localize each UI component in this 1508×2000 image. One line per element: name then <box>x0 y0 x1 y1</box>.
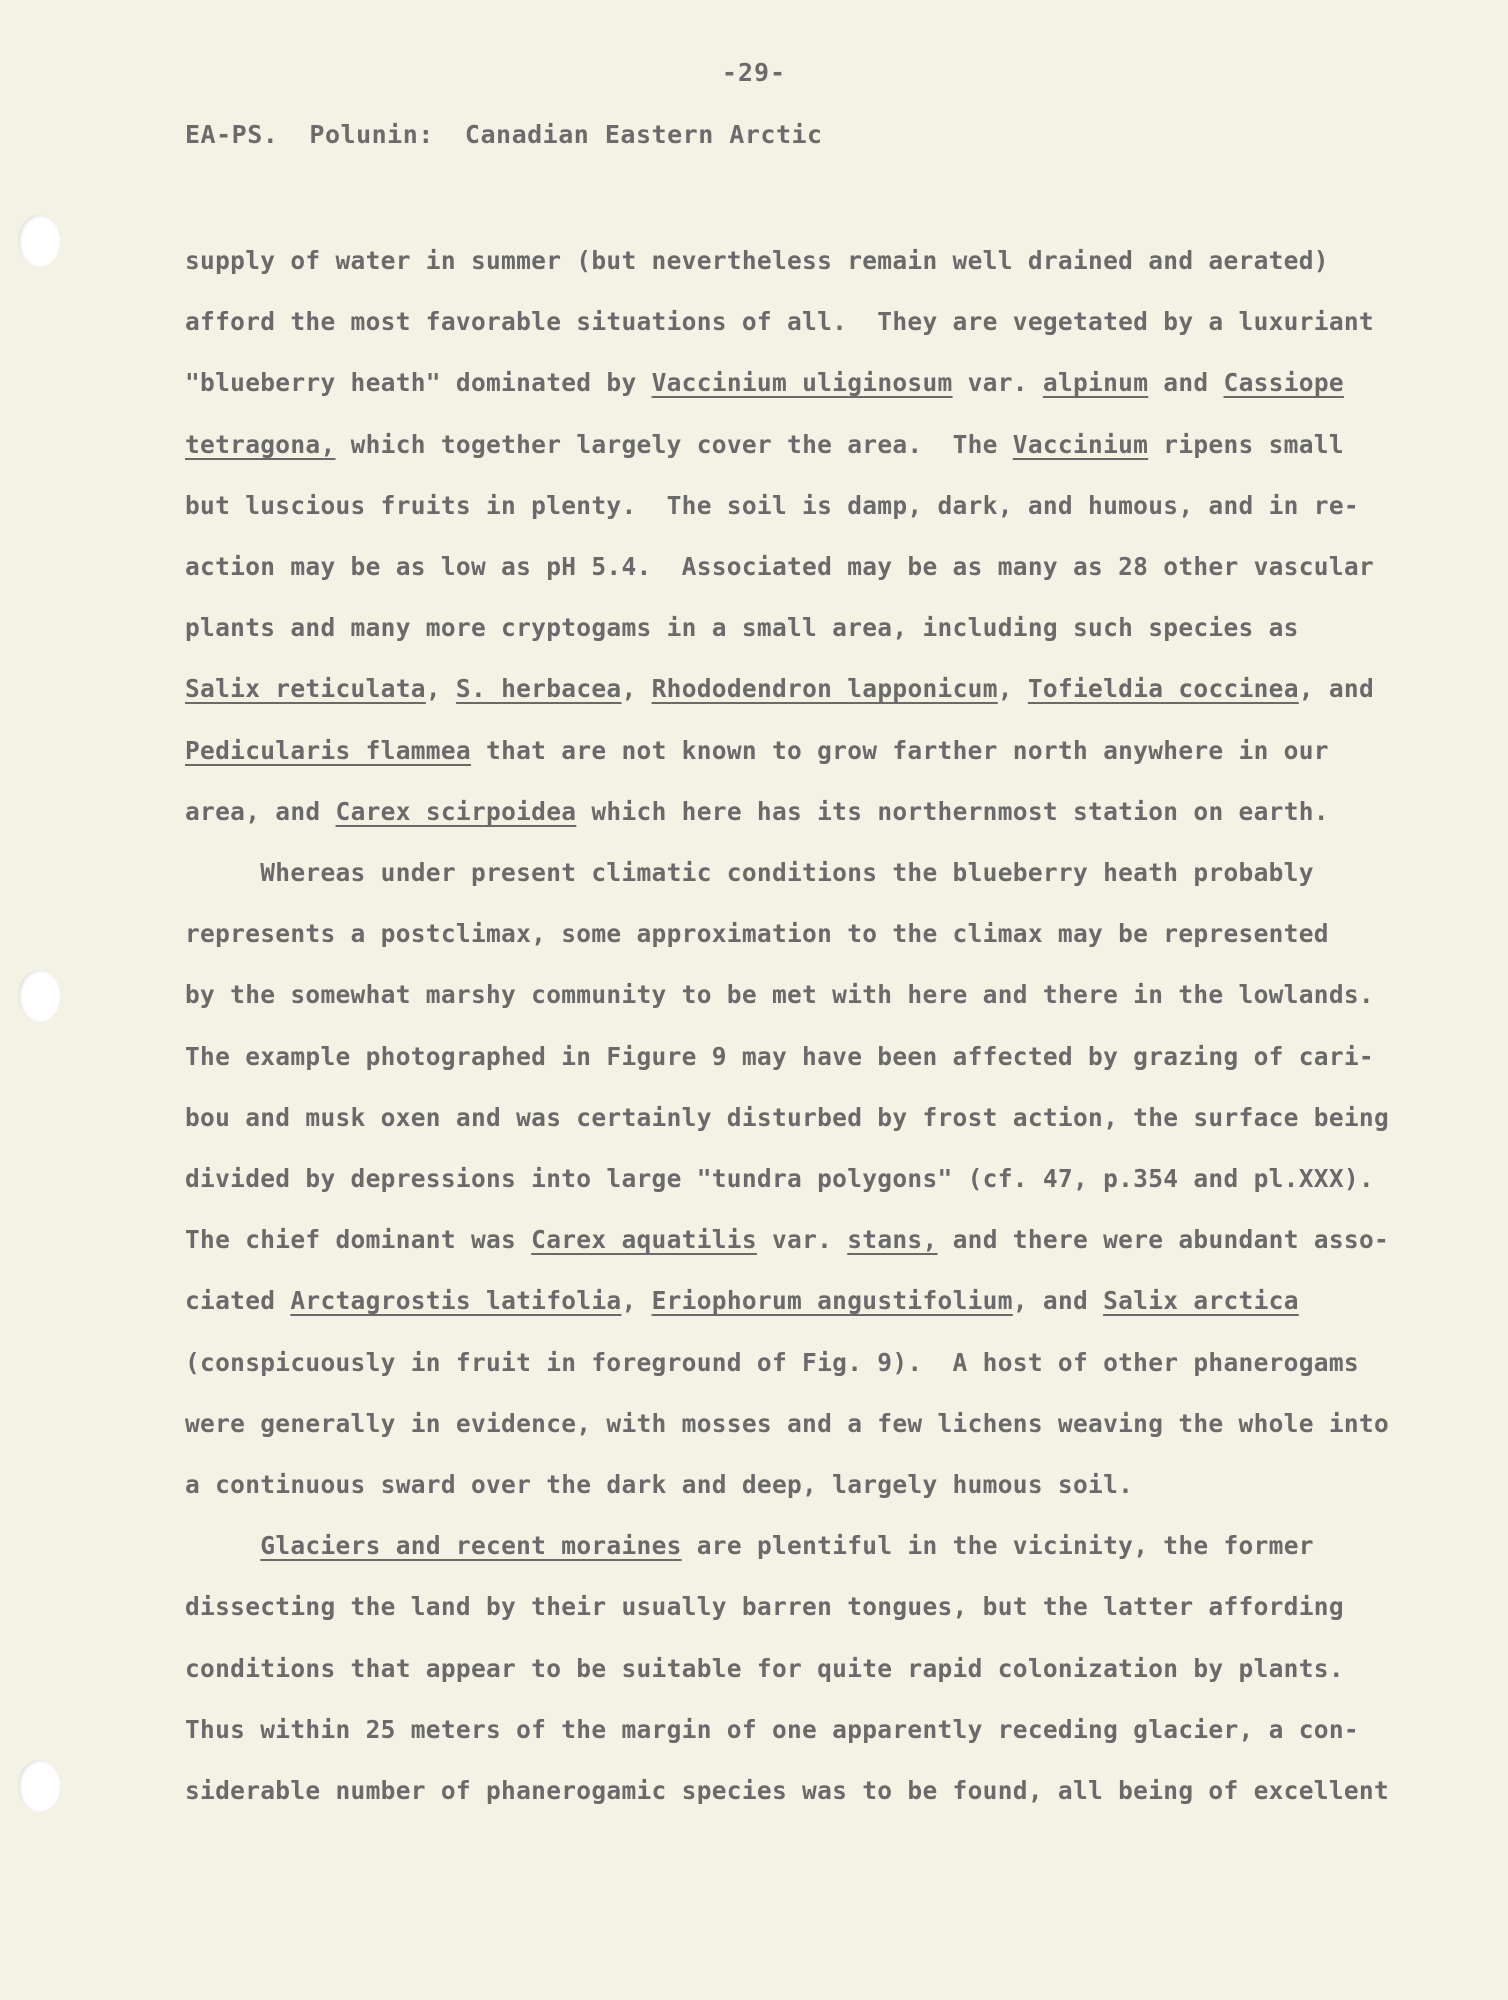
underlined-term: Vaccinium uliginosum <box>651 368 953 398</box>
text-run: dissecting the land by their usually barren tongues, but the latter affording <box>185 1592 1344 1622</box>
underlined-term: Salix arctica <box>1103 1286 1299 1316</box>
underlined-term: Vaccinium <box>1012 429 1149 459</box>
text-run: var. <box>952 368 1043 398</box>
text-line <box>185 552 1374 581</box>
text-run: , <box>621 1286 652 1316</box>
running-head: EA-PS. Polunin: Canadian Eastern Arctic <box>185 120 823 149</box>
text-run: The example photographed in Figure 9 may have been affected by grazing of cari- <box>185 1041 1374 1071</box>
text-run: afford the most favorable situations of all. They are vegetated by a luxuriant <box>185 307 1374 337</box>
underlined-term: Carex scirpoidea <box>335 796 577 826</box>
text-line <box>185 368 1344 397</box>
text-run: by the somewhat marshy community to be met with here and there in the lowlands. <box>185 980 1374 1010</box>
text-line <box>185 1470 1133 1499</box>
text-line <box>185 491 1359 520</box>
underlined-term: Rhododendron lapponicum <box>651 674 998 704</box>
text-line <box>185 1042 1374 1071</box>
underlined-term: Cassiope <box>1223 368 1344 398</box>
text-line <box>185 246 1329 275</box>
text-line <box>185 430 1344 459</box>
text-run: (conspicuously in fruit in foreground of Fig. 9). A host of other phanerogams <box>185 1347 1359 1377</box>
text-run: action may be as low as pH 5.4. Associated may be as many as 28 other vascular <box>185 552 1374 581</box>
text-line <box>185 1592 1344 1621</box>
text-line <box>185 674 1374 703</box>
text-run: The chief dominant was <box>185 1225 532 1255</box>
underlined-term: stans, <box>847 1225 938 1255</box>
text-run: Thus within 25 meters of the margin of one apparently receding glacier, a con- <box>185 1714 1359 1744</box>
text-line <box>185 307 1374 336</box>
text-line <box>185 1348 1359 1377</box>
text-run: , and <box>1298 674 1375 704</box>
underlined-term: alpinum <box>1042 368 1149 398</box>
text-run: conditions that appear to be suitable for quite rapid colonization by plants. <box>185 1653 1344 1683</box>
text-line <box>185 797 1329 826</box>
text-run: which here has its northernmost station on earth. <box>576 796 1329 826</box>
text-line <box>185 858 1314 887</box>
text-run: represents a postclimax, some approximation to the climax may be represented <box>185 919 1329 949</box>
underlined-term: Pedicularis flammea <box>185 735 471 765</box>
text-run: Whereas under present climatic conditions the blueberry heath probably <box>185 858 1314 887</box>
text-run: area, and <box>185 796 336 826</box>
text-line <box>185 1531 1314 1560</box>
text-line <box>185 613 1299 642</box>
text-run: , <box>621 674 652 704</box>
underlined-term: Arctagrostis latifolia <box>290 1286 622 1316</box>
text-run: divided by depressions into large "tundra polygons" (cf. 47, p.354 and pl.XXX). <box>185 1164 1374 1193</box>
text-line <box>185 1225 1389 1254</box>
text-line <box>185 1286 1299 1315</box>
text-run: which together largely cover the area. The <box>335 429 1013 459</box>
text-line <box>185 1715 1359 1744</box>
text-run: siderable number of phanerogamic species was to be found, all being of excellent <box>185 1776 1390 1805</box>
text-run: , <box>425 674 456 704</box>
underlined-term: Eriophorum angustifolium <box>651 1286 1013 1316</box>
text-run: are plentiful in the vicinity, the former <box>681 1531 1314 1561</box>
underlined-term: Salix reticulata <box>185 674 426 704</box>
text-line <box>185 919 1329 948</box>
text-run: that are not known to grow farther north anywhere in our <box>470 735 1329 765</box>
underlined-term: Carex aquatilis <box>531 1225 757 1255</box>
text-line <box>185 1164 1374 1193</box>
underlined-term: Tofieldia coccinea <box>1027 674 1299 704</box>
text-run: a continuous sward over the dark and deep, largely humous soil. <box>185 1470 1134 1499</box>
text-line <box>185 1103 1389 1132</box>
text-run: plants and many more cryptogams in a small area, including such species as <box>185 613 1299 643</box>
text-run: ripens small <box>1148 429 1344 459</box>
text-run: bou and musk oxen and was certainly disturbed by frost action, the surface being <box>185 1102 1390 1132</box>
underlined-term: Glaciers and recent moraines <box>260 1531 682 1561</box>
text-run: , and <box>1012 1286 1104 1316</box>
text-run: but luscious fruits in plenty. The soil is damp, dark, and humous, and in re- <box>185 490 1359 520</box>
text-run: var. <box>756 1225 848 1255</box>
text-run: , <box>997 674 1028 704</box>
text-run: "blueberry heath" dominated by <box>185 368 652 398</box>
text-line <box>185 1654 1344 1683</box>
text-line <box>185 1409 1389 1438</box>
text-run: ciated <box>185 1286 291 1316</box>
text-run: and there were abundant asso- <box>937 1225 1390 1255</box>
text-line <box>185 1776 1389 1805</box>
page-number: -29- <box>721 58 787 87</box>
text-run: supply of water in summer (but nevertheless remain well drained and aerated) <box>185 246 1329 275</box>
text-run: and <box>1148 368 1224 398</box>
text-run: were generally in evidence, with mosses and a few lichens weaving the whole into <box>185 1408 1390 1438</box>
underlined-term: S. herbacea <box>455 674 622 704</box>
underlined-term: tetragona, <box>185 429 336 459</box>
text-line <box>185 980 1374 1009</box>
text-run <box>185 1531 260 1560</box>
text-line <box>185 736 1329 765</box>
